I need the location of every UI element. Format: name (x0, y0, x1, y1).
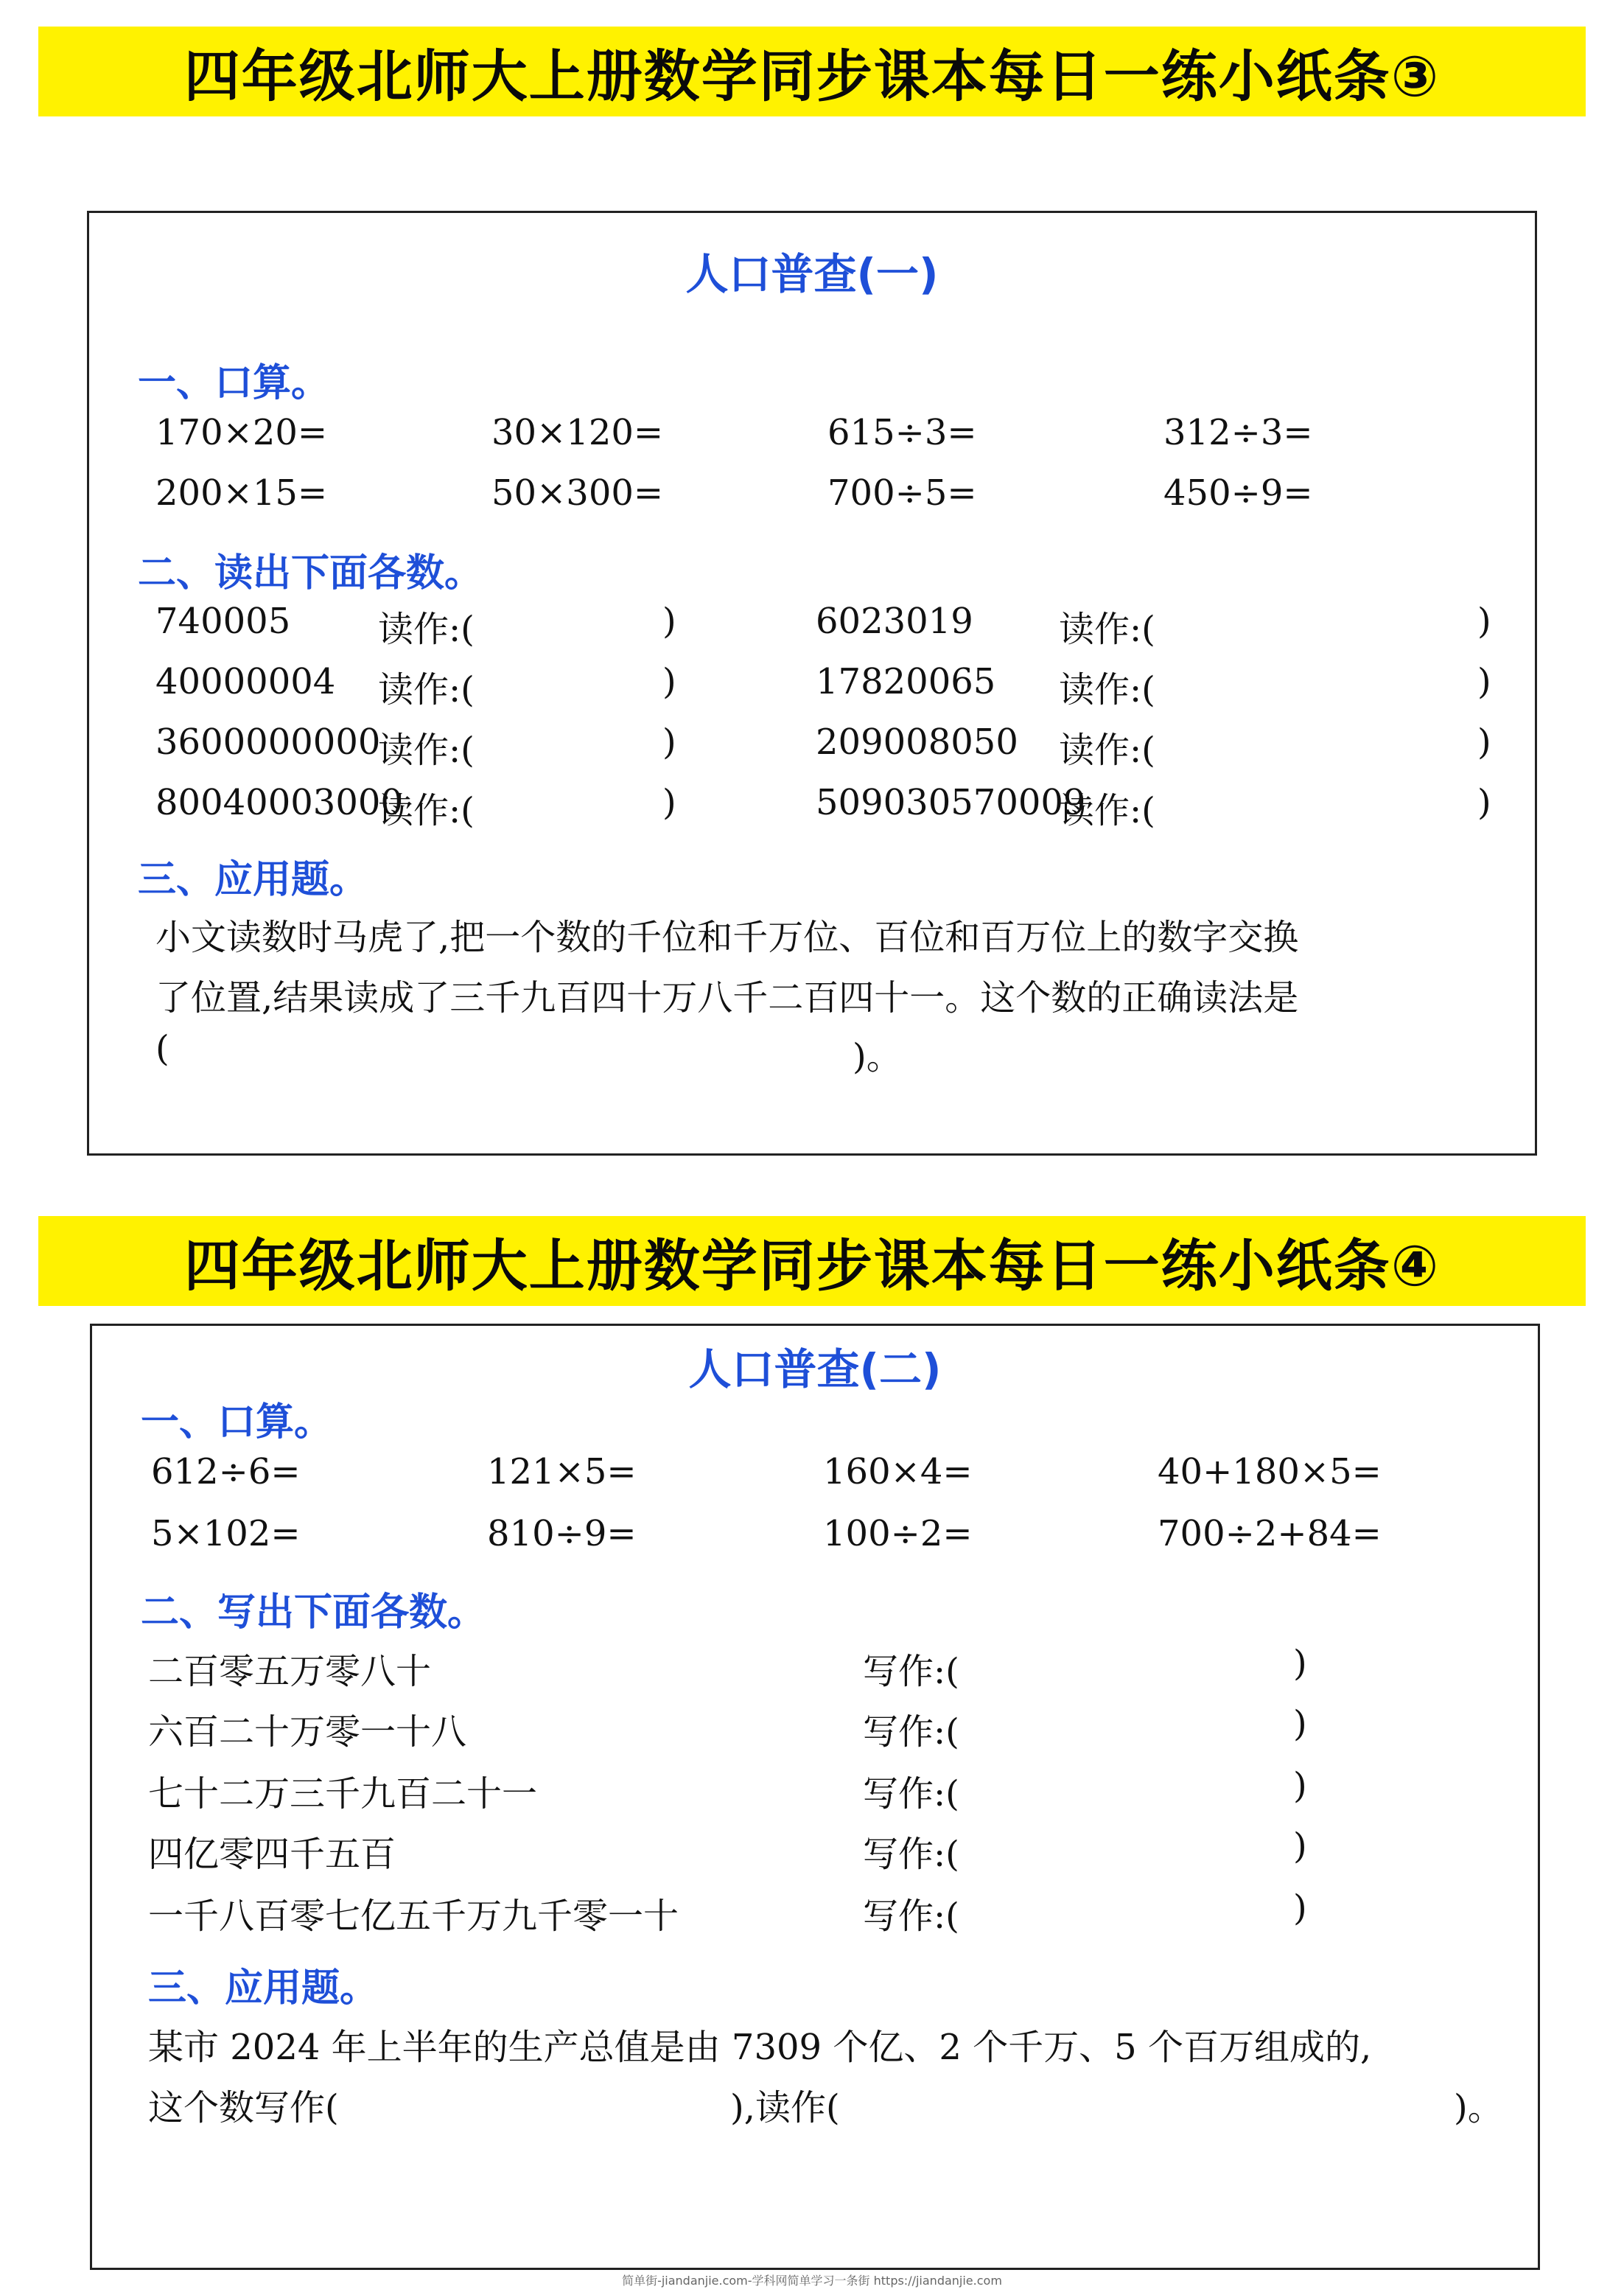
section-mental-math: 一、口算。 (138, 361, 330, 405)
read-label: 读作:( (1059, 669, 1155, 710)
section-write-numbers: 二、写出下面各数。 (141, 1590, 486, 1635)
read-label: 读作:( (378, 790, 475, 831)
answer-open-paren: ( (155, 1028, 169, 1069)
number-to-read: 6023019 (816, 601, 973, 642)
paren-close: ) (1477, 782, 1491, 823)
calc-item: 612÷6= (151, 1451, 301, 1492)
calc-item: 30×120= (491, 412, 664, 453)
calc-item: 160×4= (823, 1451, 973, 1492)
number-in-words: 四亿零四千五百 (148, 1834, 396, 1875)
number-to-read: 209008050 (816, 722, 1018, 763)
problem-line: 了位置,结果读成了三千九百四十万八千二百四十一。这个数的正确读法是 (155, 977, 1299, 1019)
calc-item: 615÷3= (827, 412, 977, 453)
paren-close: ) (1477, 601, 1491, 642)
read-label: 读作:( (378, 730, 475, 771)
paren-close: ) (662, 782, 676, 823)
calc-item: 810÷9= (487, 1513, 637, 1554)
worksheet-box-4 (90, 1324, 1540, 2270)
write-label: 写作:( (863, 1651, 959, 1692)
calc-item: 700÷2+84= (1158, 1513, 1382, 1554)
calc-item: 450÷9= (1163, 472, 1313, 514)
write-label: 写作:( (863, 1834, 959, 1875)
calc-item: 170×20= (155, 412, 328, 453)
paren-close: ) (662, 661, 676, 702)
calc-item: 50×300= (491, 472, 664, 514)
answer-close-paren: )。 (853, 1036, 902, 1077)
read-label: 读作:( (1059, 730, 1155, 771)
calc-item: 40+180×5= (1158, 1451, 1382, 1492)
section-word-problem: 三、应用题。 (148, 1966, 379, 2011)
banner-sheet-4 (38, 1216, 1586, 1306)
footer-credit: 简单街-jiandanjie.com-学科网简单学习一条街 https://jiandanjie.com (622, 2274, 1002, 2288)
paren-close: ) (1477, 661, 1491, 702)
number-to-read: 3600000000 (155, 722, 381, 763)
read-label: 读作:( (378, 609, 475, 650)
banner-title: 四年级北师大上册数学同步课本每日一练小纸条④ (183, 1232, 1441, 1299)
paren-close: ) (1293, 1703, 1307, 1744)
read-label: 读作:( (1059, 790, 1155, 831)
write-label: 写作:( (863, 1896, 959, 1937)
paren-close: ) (1293, 1826, 1307, 1867)
section-word-problem: 三、应用题。 (138, 858, 368, 902)
number-to-read: 17820065 (816, 661, 996, 702)
number-to-read: 80040003000 (155, 782, 403, 823)
number-in-words: 七十二万三千九百二十一 (148, 1773, 538, 1814)
number-to-read: 740005 (155, 601, 291, 642)
calc-item: 312÷3= (1163, 412, 1313, 453)
read-label: 读作:( (378, 669, 475, 710)
paren-close: ) (662, 601, 676, 642)
section-read-numbers: 二、读出下面各数。 (138, 551, 483, 595)
calc-item: 5×102= (151, 1513, 301, 1554)
paren-close: ) (1293, 1765, 1307, 1806)
answer-end: )。 (1454, 2087, 1503, 2128)
number-in-words: 二百零五万零八十 (148, 1651, 432, 1692)
write-answer-prefix: 这个数写作( (148, 2087, 339, 2128)
calc-item: 700÷5= (827, 472, 977, 514)
paren-close: ) (662, 722, 676, 763)
banner-title: 四年级北师大上册数学同步课本每日一练小纸条③ (183, 43, 1441, 109)
calc-item: 121×5= (487, 1451, 637, 1492)
paren-close: ) (1293, 1643, 1307, 1684)
paren-close: ) (1293, 1887, 1307, 1929)
worksheet-title: 人口普查(二) (688, 1344, 942, 1394)
paren-close: ) (1477, 722, 1491, 763)
calc-item: 100÷2= (823, 1513, 973, 1554)
problem-line: 小文读数时马虎了,把一个数的千位和千万位、百位和百万位上的数字交换 (155, 917, 1299, 958)
banner-sheet-3 (38, 27, 1586, 116)
write-label: 写作:( (863, 1711, 959, 1753)
calc-item: 200×15= (155, 472, 328, 514)
number-to-read: 40000004 (155, 661, 336, 702)
worksheet-box-3 (87, 211, 1537, 1156)
worksheet-title: 人口普查(一) (685, 249, 939, 299)
write-label: 写作:( (863, 1773, 959, 1814)
section-mental-math: 一、口算。 (141, 1400, 333, 1445)
number-to-read: 509030570009 (816, 782, 1086, 823)
number-in-words: 六百二十万零一十八 (148, 1711, 467, 1753)
read-answer-mid: ),读作( (730, 2087, 840, 2128)
number-in-words: 一千八百零七亿五千万九千零一十 (148, 1896, 679, 1937)
problem-line: 某市 2024 年上半年的生产总值是由 7309 个亿、2 个千万、5 个百万组成的, (148, 2027, 1372, 2068)
read-label: 读作:( (1059, 609, 1155, 650)
